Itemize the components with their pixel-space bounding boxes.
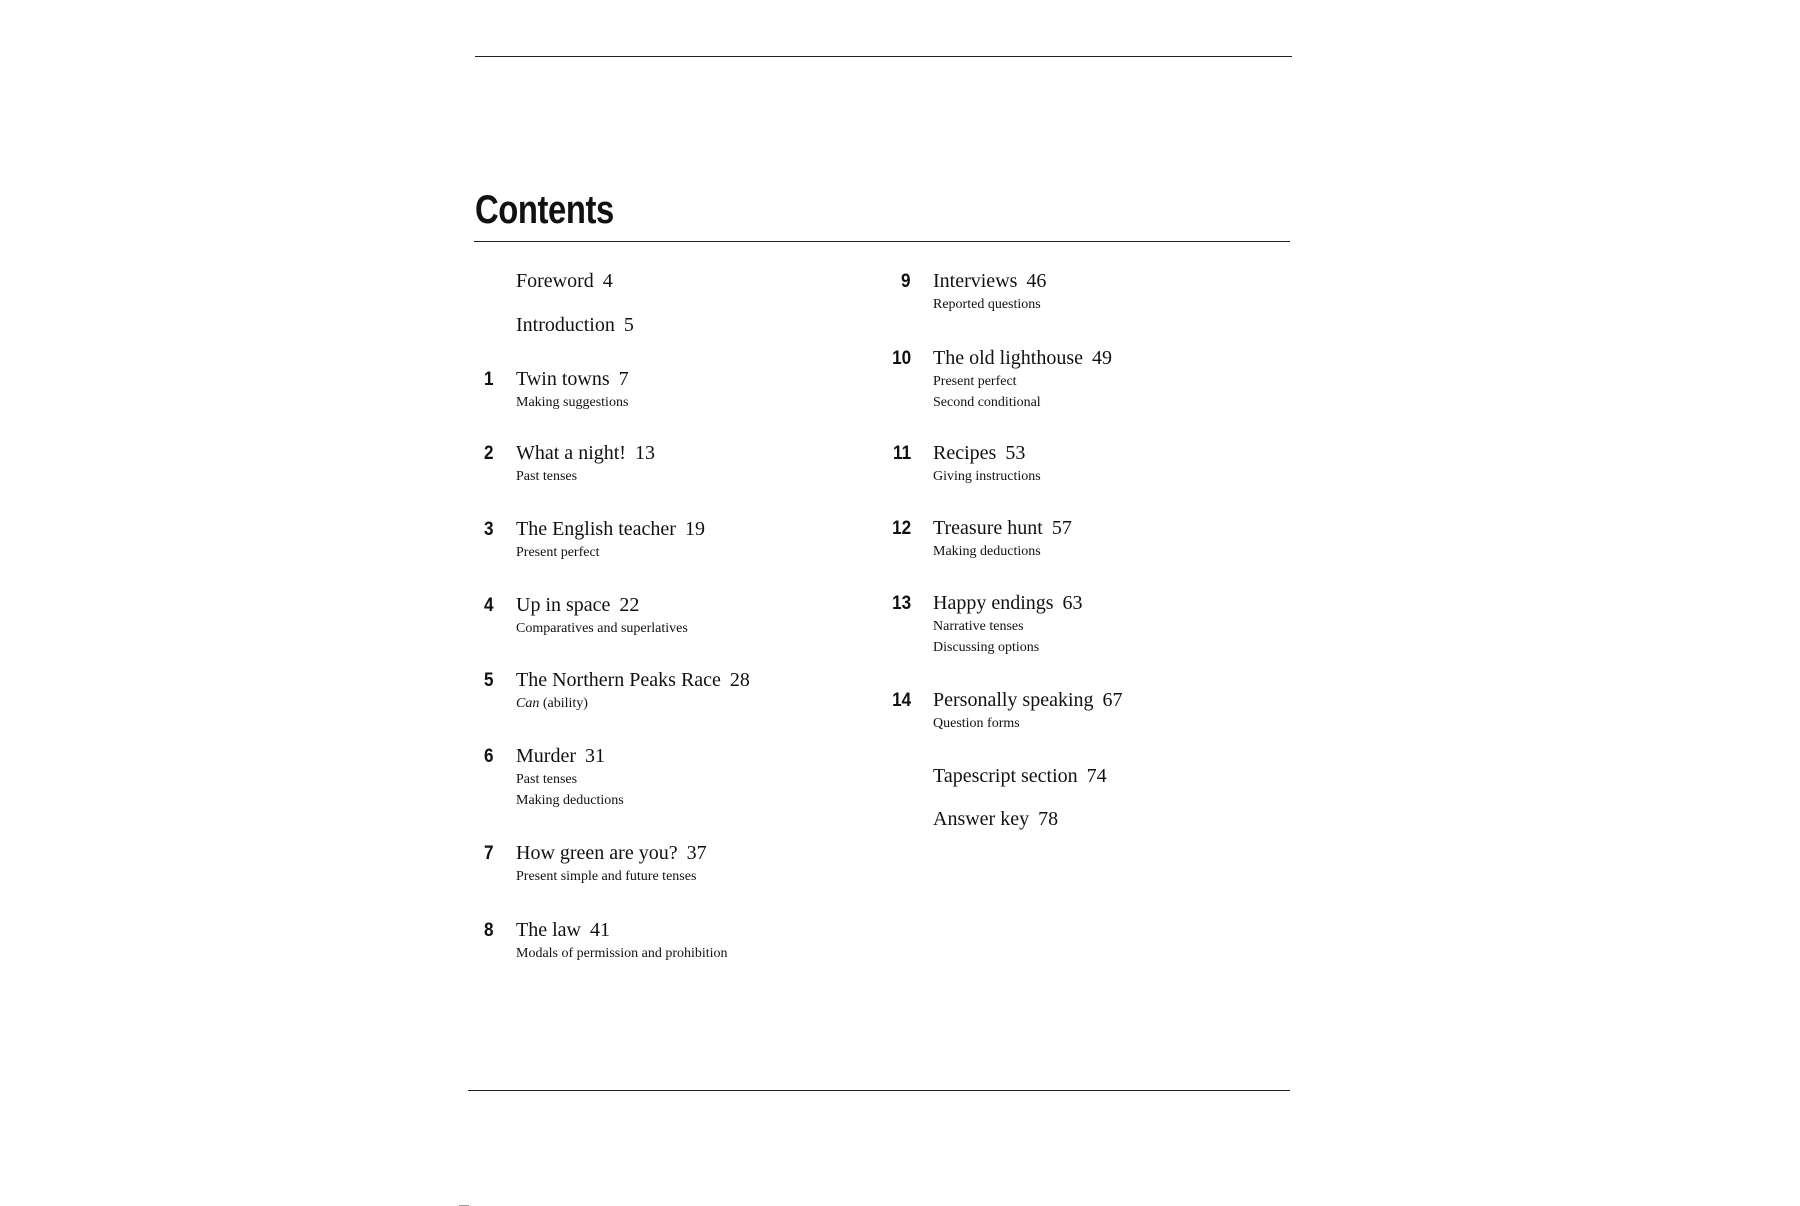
toc-entry — [933, 806, 1058, 832]
toc-entry — [892, 440, 1041, 487]
entry-heading — [516, 667, 750, 693]
entry-heading — [516, 592, 688, 618]
entry-title: Murder — [516, 745, 576, 767]
entry-page-number: 78 — [1038, 808, 1059, 830]
toc-entry — [891, 515, 1072, 562]
subtitle-text: Making deductions — [933, 544, 1041, 559]
unit-number: 7 — [484, 843, 494, 864]
entry-subtitle — [516, 943, 728, 964]
entry-title: Up in space — [516, 594, 611, 616]
entry-subtitle — [933, 466, 1041, 487]
toc-entry — [484, 440, 655, 487]
top-rule — [475, 56, 1292, 57]
toc-entry — [484, 743, 624, 811]
unit-number: 3 — [484, 519, 494, 540]
entry-subtitle — [933, 713, 1123, 734]
entry-title: Twin towns — [516, 368, 610, 390]
entry-subtitle — [516, 866, 707, 887]
bottom-rule — [468, 1090, 1290, 1091]
unit-number: 12 — [891, 518, 911, 539]
title-rule — [474, 241, 1290, 242]
unit-number: 13 — [891, 593, 911, 614]
entry-heading — [516, 268, 613, 294]
toc-entry — [891, 687, 1123, 734]
subtitle-text: Past tenses — [516, 469, 578, 484]
unit-number: 4 — [484, 595, 494, 616]
subtitle-italic-word: Can — [516, 696, 540, 711]
unit-number: 11 — [892, 443, 911, 464]
toc-entry — [484, 366, 629, 413]
unit-number: 2 — [484, 443, 494, 464]
entry-subtitle — [516, 392, 629, 413]
entry-title: Answer key — [933, 808, 1030, 830]
entry-page-number: 28 — [729, 669, 750, 691]
entry-page-number: 22 — [619, 594, 640, 616]
entry-title: Recipes — [933, 442, 997, 464]
toc-entry — [484, 840, 707, 887]
toc-entry — [516, 312, 634, 338]
entry-title: Personally speaking — [933, 689, 1094, 711]
entry-page-number: 46 — [1026, 270, 1047, 292]
entry-title: The old lighthouse — [933, 347, 1083, 369]
entry-heading — [933, 590, 1083, 616]
entry-subtitle — [933, 392, 1112, 413]
toc-entry — [901, 268, 1047, 315]
entry-title: Tapescript section — [933, 765, 1078, 787]
entry-title: The English teacher — [516, 518, 676, 540]
subtitle-text: Modals of permission and prohibition — [516, 946, 728, 961]
page-title: Contents — [475, 188, 614, 232]
toc-entry — [933, 763, 1107, 789]
entry-page-number: 31 — [584, 745, 605, 767]
entry-subtitle — [933, 637, 1083, 658]
entry-title: Introduction — [516, 314, 615, 336]
entry-title: The Northern Peaks Race — [516, 669, 721, 691]
subtitle-text: Narrative tenses — [933, 619, 1024, 634]
entry-subtitle — [516, 790, 624, 811]
subtitle-text: Discussing options — [933, 640, 1040, 655]
subtitle-text: Second conditional — [933, 395, 1041, 410]
entry-title: Treasure hunt — [933, 517, 1043, 539]
entry-title: The law — [516, 919, 581, 941]
subtitle-text: Question forms — [933, 716, 1020, 731]
entry-page-number: 63 — [1062, 592, 1083, 614]
unit-number: 8 — [484, 920, 494, 941]
entry-heading — [516, 917, 728, 943]
entry-page-number: 13 — [634, 442, 655, 464]
entry-subtitle — [933, 294, 1046, 315]
entry-page-number: 41 — [589, 919, 610, 941]
toc-entry — [484, 667, 750, 714]
entry-heading — [933, 440, 1041, 466]
toc-entry — [484, 917, 728, 964]
entry-heading — [516, 312, 634, 338]
entry-page-number: 57 — [1051, 517, 1072, 539]
subtitle-text: Present simple and future tenses — [516, 869, 697, 884]
unit-number: 6 — [484, 746, 494, 767]
entry-subtitle — [516, 618, 688, 639]
entry-heading — [933, 345, 1112, 371]
entry-heading — [933, 515, 1072, 541]
entry-title: Happy endings — [933, 592, 1054, 614]
entry-subtitle — [933, 541, 1072, 562]
entry-heading — [933, 687, 1123, 713]
unit-number: 10 — [891, 348, 911, 369]
entry-heading — [933, 806, 1058, 832]
entry-subtitle — [516, 466, 655, 487]
unit-number: 5 — [484, 670, 494, 691]
entry-page-number: 37 — [686, 842, 707, 864]
subtitle-text: Past tenses — [516, 772, 578, 787]
entry-heading — [933, 763, 1107, 789]
toc-entry — [891, 590, 1083, 658]
entry-heading — [516, 440, 655, 466]
unit-number: 14 — [891, 690, 911, 711]
entry-page-number: 67 — [1102, 689, 1123, 711]
entry-heading — [516, 840, 707, 866]
entry-title: Foreword — [516, 270, 594, 292]
entry-heading — [516, 366, 629, 392]
toc-entry — [484, 592, 688, 639]
toc-entry — [484, 516, 705, 563]
subtitle-text: Present perfect — [516, 545, 600, 560]
entry-title: How green are you? — [516, 842, 678, 864]
entry-heading — [933, 268, 1046, 294]
entry-subtitle — [516, 693, 750, 714]
entry-page-number: 53 — [1005, 442, 1026, 464]
entry-page-number: 19 — [684, 518, 705, 540]
subtitle-text: Giving instructions — [933, 469, 1041, 484]
entry-title: What a night! — [516, 442, 626, 464]
unit-number: 1 — [484, 369, 494, 390]
subtitle-text: Present perfect — [933, 374, 1017, 389]
entry-heading — [516, 743, 624, 769]
toc-entry — [891, 345, 1112, 413]
entry-title: Interviews — [933, 270, 1018, 292]
subtitle-text: Making suggestions — [516, 395, 629, 410]
subtitle-text: Reported questions — [933, 297, 1041, 312]
entry-page-number: 49 — [1091, 347, 1112, 369]
entry-subtitle — [933, 616, 1083, 637]
toc-entry — [516, 268, 613, 294]
entry-page-number: 74 — [1086, 765, 1107, 787]
entry-page-number: 5 — [623, 314, 634, 336]
subtitle-text: Making deductions — [516, 793, 624, 808]
entry-page-number: 4 — [602, 270, 613, 292]
subtitle-text: Comparatives and superlatives — [516, 621, 688, 636]
subtitle-text: (ability) — [539, 696, 588, 711]
entry-page-number: 7 — [618, 368, 629, 390]
entry-heading — [516, 516, 705, 542]
entry-subtitle — [933, 371, 1112, 392]
entry-subtitle — [516, 542, 705, 563]
entry-subtitle — [516, 769, 624, 790]
unit-number: 9 — [901, 271, 911, 292]
